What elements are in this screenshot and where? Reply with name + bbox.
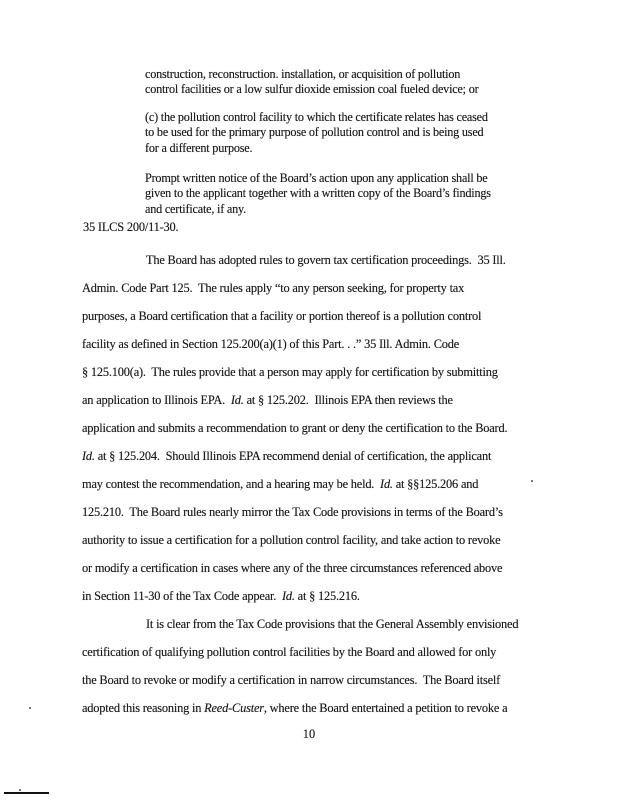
blockquote-paragraph-1 bbox=[145, 67, 478, 98]
blockquote-paragraph-3 bbox=[145, 171, 491, 217]
text-line: given to the applicant together with a written copy of the Board’s findings bbox=[145, 186, 491, 201]
text-line: adopted this reasoning in Reed-Custer, where the Board entertained a petition to revoke a bbox=[82, 701, 508, 715]
text-line: or modify a certification in cases where any of the three circumstances referenced above bbox=[82, 561, 503, 575]
scan-speck bbox=[19, 789, 21, 791]
scan-speck bbox=[29, 707, 31, 709]
text-line: purposes, a Board certification that a facility or portion thereof is a pollution control bbox=[82, 309, 482, 323]
statute-citation: 35 ILCS 200/11-30. bbox=[83, 220, 179, 234]
text-line: The Board has adopted rules to govern tax certification proceedings. 35 Ill. bbox=[146, 253, 506, 267]
text-line: and certificate, if any. bbox=[145, 201, 246, 216]
text-line: 125.210. The Board rules nearly mirror the Tax Code provisions in terms of the Board’s bbox=[82, 505, 503, 519]
text-line: to be used for the primary purpose of pollution control and is being used bbox=[145, 125, 484, 140]
text-line: control facilities or a low sulfur dioxide emission coal fueled device; or bbox=[145, 82, 479, 97]
text-line: may contest the recommendation, and a hearing may be held. Id. at §§125.206 and bbox=[82, 477, 479, 491]
blockquote-paragraph-2 bbox=[145, 110, 488, 156]
text-line: Id. at § 125.204. Should Illinois EPA recommend denial of certification, the applicant bbox=[82, 449, 492, 463]
scan-underline-mark bbox=[4, 792, 49, 794]
text-line: (c) the pollution control facility to which the certificate relates has ceased bbox=[145, 110, 488, 124]
text-line: the Board to revoke or modify a certification in narrow circumstances. The Board itself bbox=[82, 673, 501, 687]
scan-speck bbox=[531, 480, 533, 482]
text-line: § 125.100(a). The rules provide that a person may apply for certification by submitting bbox=[82, 365, 498, 379]
body-paragraph-1 bbox=[82, 246, 507, 610]
text-line: Prompt written notice of the Board’s action upon any application shall be bbox=[145, 171, 488, 185]
text-line: for a different purpose. bbox=[145, 140, 253, 155]
text-line: Admin. Code Part 125. The rules apply “to any person seeking, for property tax bbox=[82, 281, 465, 295]
text-line: an application to Illinois EPA. Id. at § 125.202. Illinois EPA then reviews the bbox=[82, 393, 453, 407]
text-line: authority to issue a certification for a pollution control facility, and take action to revoke bbox=[82, 533, 501, 547]
text-line: construction, reconstruction. installation, or acquisition of pollution bbox=[145, 67, 461, 81]
text-line: certification of qualifying pollution control facilities by the Board and allowed for only bbox=[82, 645, 497, 659]
body-paragraph-2 bbox=[82, 610, 518, 722]
text-line: facility as defined in Section 125.200(a)(1) of this Part. . .” 35 Ill. Admin. Code bbox=[82, 337, 460, 351]
page-number: 10 bbox=[302, 727, 316, 741]
text-line: It is clear from the Tax Code provisions that the General Assembly envisioned bbox=[146, 617, 519, 631]
text-line: in Section 11-30 of the Tax Code appear. Id. at § 125.216. bbox=[82, 589, 360, 603]
text-line: application and submits a recommendation to grant or deny the certification to the Board. bbox=[82, 421, 508, 435]
